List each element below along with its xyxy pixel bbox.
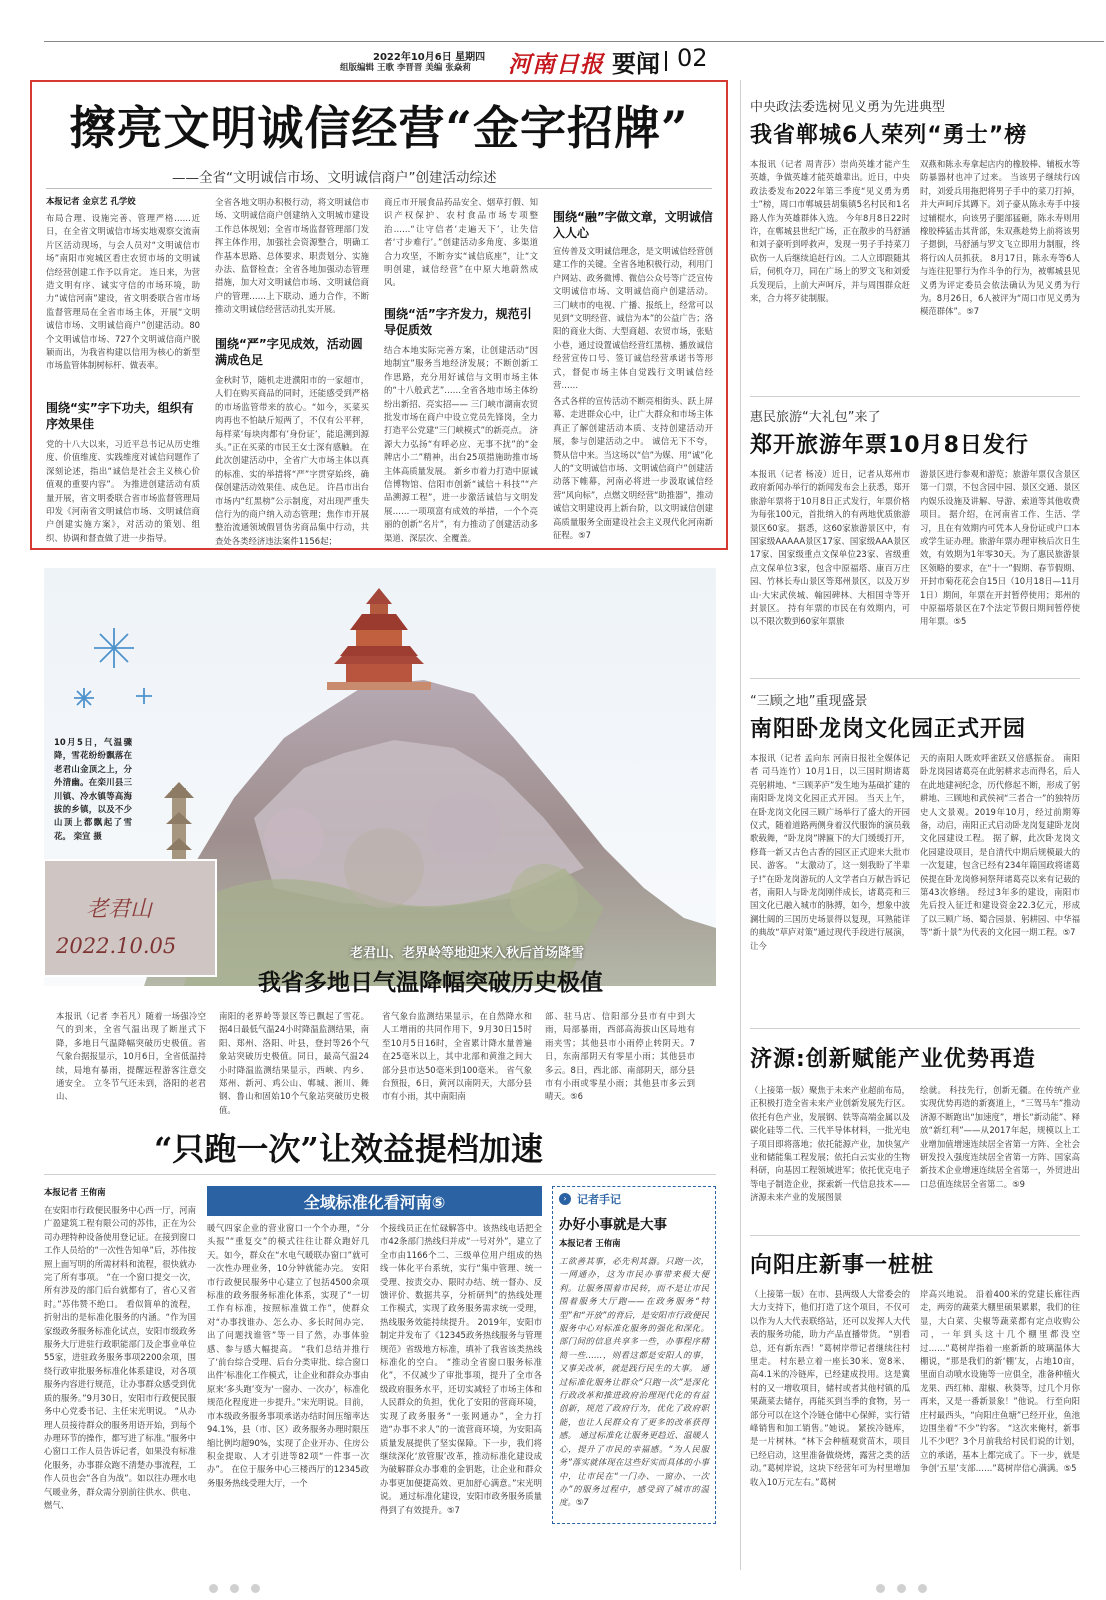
pagination-dot[interactable]	[897, 1584, 906, 1593]
pagination-dot[interactable]	[230, 1584, 239, 1593]
issue-date: 2022年10月6日 星期四	[373, 52, 486, 63]
reporter-notes-text: 工欲善其事，必先利其器。只跑一次，一网通办，这为市民办事带来极大便利。让服务围着市民转，而不是让市民围着服务大厅跑——在政务服务“特型”和“开放”的背后，是安阳市行政便民服务中心对标准化服务的强化和深化。 部门间的信息共享多一些，办事程序精简一些……，则看这都是安阳人的事，又事关改革，就是践行民生的大事。 通过标准化服务让群众“只跑一次”是深化行政改革和推进政府治理现代化的有益创新，规范了政府行为，优化了政府职能，也让人民群众有了更多的改革获得感。 通过标准化让服务更趋近、温暖人心，提升了市民的幸福感。“为人民服务”落实就体现在这些好实而具体的小事中，让市民在“一门办、一窗办、一次办”的服务过程中，感受到了城市的温度。⑤7	[559, 1256, 709, 1508]
snow-photo-feature	[44, 568, 716, 986]
lead-col3-text-a: 商丘市开展食品药品安全、烟草打假、知识产权保护、农村食品市场专项整治……“让守信者‘走遍天下’，让失信者‘寸步难行’。”创建活动多角度、多渠道合力攻坚，不断夯实“诚信底座”，让“文明创建，诚信经营”在中原大地蔚然成风。	[384, 197, 538, 288]
weather-kicker: 老君山、老界岭等地迎来入秋后首场降雪	[350, 946, 585, 961]
lead-subhead-3: 围绕“活”字齐发力，规范引导促质效	[384, 307, 532, 337]
heroes-col2-text: 双燕和陈永寿拿起店内的橡胶棒、辅板水等防暴器材也冲了过来。 当该男子继续行凶时，刘爱兵用拖把将男子手中的菜刀打掉，并大声呵斥其蹲下。刘子豪从陈永寿手中接过辅棍水，向该男子腿部猛砸，陈永寿则用橡胶棒猛击其背部，朱双燕趁势上前将该男子摁倒，马舒涵与罗文飞立即用力制服，终将行凶人员抓获。 8月17日，陈永寿等6人与连往犯罪行为作斗争的行为，被郸城县见义勇为评定委员会依法确认为见义勇为行为。8月26日，6人被评为“周口市见义勇为模范群体”。⑤7	[920, 159, 1080, 317]
tourism-col1-text: 本报讯（记者 杨凌）近日，记者从郑州市政府新闻办举行的新闻发布会上获悉，郑开旅游年票将于10月8日正式发行，年票价格为每张100元，首批纳入的有两地优质旅游景区60家。 据悉，这60家旅游景区中，有国家级AAAAA景区17家、国家级AAA景区17家、国家级重点文保单位23家、省级重点文保单位3家，包含中原福塔、康百万庄园、竹林长寿山景区等郑州景区，以及万岁山·大宋武侠城、翰园碑林、大相国寺等开封景区。 持有年票的市民在有效期内，可以不限次数到60家年票旅	[750, 469, 910, 627]
series-banner-label: 全域标准化看河南⑤	[303, 1193, 446, 1212]
tourism-title: 郑开旅游年票10月8日发行	[750, 433, 1029, 458]
lead-subhead-4: 围绕“融”字做文章，文明诚信入人心	[553, 210, 713, 240]
snow-writing-1: 老君山	[86, 897, 153, 922]
pagination-dot[interactable]	[876, 1584, 885, 1593]
reporter-notes-title: 办好小事就是大事	[559, 1217, 667, 1233]
reporter-notes-tag: 记者手记	[577, 1193, 621, 1206]
section-divider	[665, 51, 667, 71]
wolonggang-col2-text: 天的南阳人既欢呼雀跃又倍感振奋。 南阳卧龙岗园诸葛亮在此躬耕求志而得名，后人在此地建祠纪念，历代修起不断，形成了躬耕地、三顾地和武侯祠“三者合一”的独特历史人文景观。2019年10月，经过前期筹备，动启，南阳正式启动卧龙岗复建卧龙岗文化园建设工程。 据了解，此次卧龙岗文化园建设项目，是自清代中期后规模最大的一次复建，包含已经有234年篇国政将诸葛侯提在卧龙岗修祠祭拜诸葛亮以来有记载的第43次修缮。 经过3年多的建设，南阳市先后投入征迁和建设资金22.3亿元，形成了以三顾广场、蜀合园景、躬耕园、中华福等“新十景”为代表的文化园一期工程。⑤7	[920, 753, 1080, 938]
pagination-dot[interactable]	[918, 1584, 927, 1593]
paper-name-logo: 河南日报	[508, 51, 604, 78]
bottom-title: “只跑一次”让效益提档加速	[154, 1130, 543, 1168]
lead-subtitle: ——全省“文明诚信市场、文明诚信商户”创建活动综述	[172, 170, 497, 186]
lead-col2-text-b: 金秋时节，随机走进濮阳市的一家超市，人们在购买商品的同时，还能感受到严格的市场监管带来的放心。“如今，买菜买肉再也不怕缺斤短两了，不仅有公平秤，每样菜‘每块肉都有’身份证’，能追溯到源头。”正在买菜的市民王女士深有感触。 在此次创建活动中，全省广大市场主体以真的标准、实的举措将“严”字贯穿始终，确保创建活动效果佳、成色足。 许昌市出台市场内“红黑榜”公示制度，对出现严重失信行为的商户纳入动态管理；焦作市开展整治流通领域假冒伪劣商品集中行动，共查处各类经济违法案件1156起；	[215, 375, 369, 546]
jiyuan-col2-text: 绘就。 科技先行，创新无疆。在传统产业实现优势再造的新赛道上，“三驾马车”推动济源不断跑出“加速度”，增长“新动能”、释放“新红利”——从2017年起，规模以上工业增加值增速连续居全省第一方阵、全社会研发投入强度连续居全省第一方阵、国家高新技术企业增速连续居全省第一，外贸进出口总值连续居全省第二。⑤9	[920, 1085, 1080, 1189]
weather-col3-text: 省气象台监测结果显示，在自然降水和人工增雨的共同作用下，9月30日15时至10月5日16时，全省累计降水量普遍在25毫米以上，其中北部和黄淮之间大部分县市达50毫米到100毫米。 省气象台预报，6日，黄河以南阴天，大部分县市有小雨，其中南阳南	[382, 1011, 532, 1102]
bottom-col1-text: 在安阳市行政便民服务中心西一厅，河南广盈建筑工程有限公司的苏伟，正在为公司办理特种设备使用登记证。在接到窗口工作人员给的“一次性告知单”后，苏伟按照上面写明的所需材料和流程，很快就办完了所有事项。 “在一个窗口提交一次，所有涉及的部门后台就都有了，省心又省时。”苏伟赞不绝口。 看似简单的流程，折射出的是标准化服务的内涵。“作为国家级政务服务标准化试点，安阳市级政务服务大厅进驻行政职能部门及企事业单位55家，进驻政务服务事项2200余项，围绕行政审批服务标准化体系建设，对各项服务内容进行规范，让办事群众感受到优质的服务。”9月30日，安阳市行政便民服务中心党委书记、主任宋光明说。 “从办理人员接待群众的服务用语开始，到每个办理环节的操作，都写进了标准。”服务中心窗口工作人员告诉记者，如果没有标准化服务，办事群众跑不清楚办事流程，工作人员也会“各自为战”。如以往办理水电气暖业务，群众需分别前往供水、供电、燃气、	[44, 1205, 196, 1510]
heroes-title: 我省郸城6人荣列“勇士”榜	[750, 123, 1028, 148]
photo-caption: 10月5日，气温骤降，雪花纷纷飘落在老君山金顶之上，分外清幽。在栾川县三川镇、冷水镇等高海拔的乡镇，以及不少山顶上都飘起了雪花。 栾宣 摄	[54, 737, 132, 841]
lead-col4-text-b: 各式各样的宣传活动不断亮相街头、跃上屏幕、走进群众心中，让广大群众和市场主体真正了解创建活动本质、支持创建活动开展，参与创建活动之中。 诚信无下不夸，赞从信中来。当这场以“信”为媒、用“诚”化人的“文明诚信市场、文明诚信商户”创建活动落下帷幕，河南必将进一步汲取诚信经营“风向标”，点燃文明经营“助推器”，推动诚信文明建设再上新台阶，以文明诚信创建高质量服务全面建设社会主义现代化河南新征程。⑤7	[553, 396, 713, 541]
issue-editors: 组版编辑 王歌 李晋晋 美编 张焱莉	[340, 63, 471, 73]
weather-article	[44, 998, 716, 1115]
pagination-dot[interactable]	[251, 1584, 260, 1593]
lead-col2-text-a: 全省各地文明办积极行动，将文明诚信市场、文明诚信商户创建纳入文明城市建设工作总体规划；全省市场监督管理部门发挥主体作用，加强社会资源整合，明确工作基本思路、总体要求、职责划分、实施办法、监督检查；全省各地加强动态管理措施，加大对文明诚信市场、文明诚信商户的管理……上下联动、通力合作，不断推动文明诚信经营活动扎实开展。	[215, 197, 369, 315]
lead-title: 擦亮文明诚信经营“金字招牌”	[69, 101, 689, 155]
snow-writing-2: 2022.10.05	[56, 934, 177, 958]
pagination-dot[interactable]	[209, 1584, 218, 1593]
jiyuan-title: 济源:创新赋能产业优势再造	[750, 1047, 1036, 1072]
tourism-col2-text: 游景区进行参观和游览；旅游年票仅含景区第一门票，不包含园中园、景区交通、景区内娱乐设施及讲解、导游、索道等其他收费项目。 据介绍，在河南省工作、生活、学习，且在有效期内可凭本人身份证或户口本或学生证办理。旅游年票办理审核后次日生效，有效期为1年零30天。为了惠民旅游景区领略的要求，在“十一”假期、春节假期、开封市菊花花会自15日（10月18日—11月1日）期间，年票在开封暂停使用；郑州的中原福塔景区在7个法定节假日期间暂停使用年票。⑤5	[920, 469, 1080, 627]
lead-col3-text-b: 结合本地实际完善方案，让创建活动“因地制宜”服务当地经济发展；不断创新工作思路，充分用好诚信与文明市场主体的“十八般武艺”……全省各地市场主体纷纷出新招、亮实招—— 三门峡市湖南农贸批发市场在商户中设立党员先锋岗，全力打造平公党建“三门峡模式”的新亮点。 济源大力弘扬“有呼必应、无事不扰”的“金牌店小二”精神，出台25项措施助推市场主体高质量发展。 新乡市着力打造中原诚信博物馆、信阳市创新“诚信＋科技”“产品溯源工程”，进一步激活诚信与文明发展……一项项富有成效的举措，一个个亮丽的创新“名片”，有力推动了创建活动多渠道、深层次、全覆盖。	[384, 345, 538, 543]
heroes-col1-text: 本报讯（记者 周青莎）崇尚英雄才能产生英雄，争做英雄才能英雄辈出。近日，中央政法委发布2022年第三季度“见义勇为勇士”榜，周口市郸城县胡集镇5名村民和1名路人作为英雄群体入选。 今年8月8日22时许，在郸城县世纪广场，正在散步的马舒涵和刘子豪听到呼救声，发现一男子手持菜刀砍伤一人后继续追赶行凶。二人立即跟随其后，伺机夺刀，同在广场上的罗文飞和刘爱兵发现后，上前大声呵斥，并与周围群众赶来，合力将歹徒制服。	[750, 159, 910, 304]
reporter-notes-box	[552, 1186, 716, 1524]
lead-col1-text-a: 布局合理、设施完善、管理严格……近日，在全省文明诚信市场实地观察交流南片区活动现场，与会人员对“文明诚信市场”南阳市宛城区看庄农贸市场的文明诚信经营创建工作予以肯定。 连日来，为营造文明有序、诚实守信的市场环境，助力“诚信河南”建设，省文明委联合省市场监督管理局在全省市场主体，开展“文明诚信市场、文明诚信商户”创建活动。80个文明诚信市场、727个文明诚信商户脱颖而出，为我省构建以信用为核心的新型市场监管体制树标杆、做表率。	[46, 213, 200, 371]
bottom-col2-text: 暖气四家企业的营业窗口一个个办理，“分头报”“重复交”的模式往往让群众跑好几天。如今，群众在“水电气暖联办窗口”就可一次性办理业务，10分钟就能办完。 安阳市行政便民服务中心建立了包括4500余项标准的政务服务标准化体系，实现了“一切工作有标准，按照标准做工作”，使群众对“办事找谁办、怎么办、多长时间办完、出了问题找谁管”等一目了然，办事体验感、参与感大幅提高。 “我们总结并推行了‘前台综合受理、后台分类审批、综合窗口出件’标准化工作模式，让企业和群众办事由原来‘多头跑’变为‘一窗办、一次办’，标准化规范化程度进一步提升。”宋光明说。目前，市本级政务服务事项承诺办结时间压缩率达94.1%，县（市、区）政务服务办理时限压缩比例均超90%，实现了企业开办、住房公积金提取、人才引进等82项“一件事一次办”。 在位于服务中心三楼西厅的12345政务服务热线受理大厅，一个	[207, 1223, 369, 1488]
reporter-notes-icon: ›	[559, 1193, 571, 1205]
weather-col1-text: 本报讯（记者 李若凡）随着一场强冷空气的到来，全省气温出现了断崖式下降，多地日气温降幅突破历史极值。省气象台据报显示，10月6日，全省低温持续，局地有暴雨，提醒远程游客注意交通安全。 立冬节气还未到，洛阳的老君山、	[56, 1011, 206, 1102]
page-header	[0, 0, 1106, 78]
right-story-heroes	[750, 96, 1080, 416]
wolonggang-kicker: “三顾之地”重现盛景	[750, 694, 868, 709]
snow-photo	[44, 568, 716, 986]
lead-article	[30, 80, 728, 550]
heroes-kicker: 中央政法委选树见义勇为先进典型	[750, 100, 946, 115]
tourism-kicker: 惠民旅游“大礼包”来了	[750, 410, 881, 425]
bottom-col3-text: 个接线员正在忙碌解答中。该热线电话把全市42条部门热线归并成“一号对外”，建立了全市由1166个二、三级单位用户组成的热线一体化平台系统，实行“集中管理、统一受理、按责交办、限时办结、统一督办、反馈评价、数据共享，分析研判”的热线处理工作模式，实现了政务服务需求统一受理，热线服务效能持续提升。 2019年，安阳市制定并发布了《12345政务热线服务与管理规范》省级地方标准，填补了我省该类热线标准化的空白。 “推动全省窗口服务标准化”，不仅减少了审批事项，提升了全市各级政府服务水平，还切实减轻了市场主体和人民群众的负担，优化了安阳的营商环境，实现了政务服务“一张网通办”，全力打造“办事不求人”的一流营商环境，为安阳高质量发展提供了坚实保障。下一步，我们将继续深化‘放管服’改革，推动标准化建设成为破解群众办事难的金钥匙，让企业和群众办事更加便捷高效、更加舒心满意。”宋光明说。 通过标准化建设，安阳市政务服务质量得到了有效提升。⑤7	[380, 1223, 542, 1515]
lead-col4-text-a: 宣传普及文明诚信理念，是文明诚信经营创建工作的关键。全省各地积极行动，利用门户网站、政务微博、微信公众号等广泛宣传文明诚信市场、文明诚信商户创建活动。 三门峡市的电视、广播、报纸上，经常可以见到“文明经营、诚信为本”的公益广告；洛阳的商业大街、大型商超、农贸市场，张贴小巷，通过设置诚信经营红黑榜、播放诚信经营宣传口号、签订诚信经营承诺书等形式，督促市场主体自觉践行文明诚信经营……	[553, 246, 713, 391]
xiangyangzhuang-col2-text: 岸高兴地说。 沿着400米的党建长廊往西走，两旁的蔬菜大棚里硕果累累，我们的往显，大白菜、尖椒等蔬菜都有定点收购公司，一年到头这十几个棚里都没空过……“葛树岸指着一座新新的玻璃温体大棚说，“那是我们的新‘棚’友，占地10亩，里面自动喷水设施等一应俱全，准备种植火龙果、西红柿、甜椒、秋葵等，过几个月你再来，又是一番新景象！”他说。 行至向阳庄村最西头，“向阳庄鱼塘”已经开业，鱼池边围坐着“不少”钓客。 “这次来俺村，新事儿不少吧？3个月前我给村民们说的计划，立的承诺，基本上都完成了。下一步，就是争创‘五星’支部……”葛树岸信心满满。⑤5	[920, 1289, 1080, 1474]
lead-col1-text-b: 党的十八大以来，习近平总书记从历史维度、价值维度、实践维度对诚信问题作了深刻论述，指出“诚信是社会主义核心价值观的重要内容”。 为推进创建活动有质量开展，省文明委联合省市场监督管理局印发《河南省文明诚信市场、文明诚信商户创建实施方案》，对活动的策划、组织、协调和督查做了进一步指导。	[46, 439, 200, 543]
xiangyangzhuang-title: 向阳庄新事一桩桩	[750, 1253, 935, 1278]
weather-col2-text: 南阳的老界岭等景区等已飘起了雪花。据4日最低气温24小时降温监测结果，南阳、郑州、洛阳、叶县，登封等26个气象站突破历史极值。同日，最高气温24小时降温监测结果显示，西峡、内乡、郑州、新河、鸡公山、郸城、淅川、舞钢、鲁山和固始10个气象站突破历史极值。	[219, 1011, 369, 1115]
pagination-dots	[203, 1578, 266, 1597]
lead-byline: 本报记者 金京艺 孔学姣	[46, 196, 136, 206]
wolonggang-title: 南阳卧龙岗文化园正式开园	[750, 717, 1027, 742]
wolonggang-col1-text: 本报讯（记者 孟向东 河南日报社全媒体记者 司马连竹）10月1日，以三国时期诸葛亮躬耕地、“三顾茅庐”发生地为基础扩建的南阳卧龙岗文化园正式开园。 当天上午，在卧龙岗文化园三顾广场举行了盛大的开园仪式，随着道路两侧身着汉代服饰的演员载歌载舞，“卧龙岗”牌匾下的大门缓缓打开，修葺一新又古色古香的园区正式迎来大批市民、游客。 “太激动了，这一刻我盼了半辈子!”在卧龙岗游玩的人文学者白万献告诉记者，南阳人与卧龙岗刚伴成长，诸葛亮和三国文化已融入城市的脉搏，如今，想象中波澜壮阔的三国历史场景得以复现，耳熟能详的典故“草庐对策”通过现代手段进行展演，让今	[750, 753, 910, 951]
section-name: 要闻	[612, 50, 660, 78]
pagination-dots-right	[870, 1578, 933, 1597]
jiyuan-col1-text: （上接第一版）聚焦于未来产业超前布局，正积极打造全省未来产业创新发展先行区。 依托有色产业，发展钢、铁等高端金属以及碳化硅等二代、三代半导体材料，一批光电子项目即将落地；依托能源产业，加快氢产业和储能集工程发展；依托白云实业的生物科研，向基因工程领域进军；依托优克电子等电子制造企业，探索新一代信息技术——济源未来产业的发展图景	[750, 1085, 910, 1203]
reporter-notes-byline: 本报记者 王侑南	[559, 1238, 621, 1248]
weather-col4-text: 部、驻马店、信阳部分县市有中到大雨，局部暴雨，西部高海拔山区局地有雨夹雪；其他县市小雨停止转阴天。7日，东南部阴天有零星小雨；其他县市多云。8日，西北部、南部阴天，部分县市有小雨或零星小雨；其他县市多云到晴天。⑤6	[545, 1011, 695, 1102]
series-banner	[207, 1186, 542, 1216]
lead-subhead-2: 围绕“严”字见成效，活动圆满成色足	[215, 337, 363, 367]
weather-title: 我省多地日气温降幅突破历史极值	[258, 970, 603, 996]
lead-subhead-1: 围绕“实”字下功夫，组织有序效果佳	[46, 401, 194, 431]
page-number: 02	[677, 44, 708, 72]
right-story-wolonggang	[750, 690, 1080, 1020]
right-story-xiangyangzhuang	[750, 1248, 1080, 1528]
bottom-byline: 本报记者 王侑南	[44, 1187, 106, 1197]
right-story-jiyuan	[750, 1042, 1080, 1222]
right-story-tourism	[750, 406, 1080, 676]
xiangyangzhuang-col1-text: （上接第一版）在市、县两级人大常委会的大力支持下，他们打造了这个项目，不仅可以作为人大代表联络站，还可以发挥人大代表的服务功能，助力产品直播带货。 “别看总，还有新东西！”葛树岸带记者继续往村里走。 村东悬立着一座长30米、宽8米、高4.1米的冷链库，已经建成投用。这是冀村的又一增收项目，储村或者其他村镇的瓜果蔬菜去储存，再能买到当季的食物，另一部分可以在这个冷链仓储中心保鲜，实行错峰销售和加工销售。”她说。 紧挨冷链库，是一片树林。“林下会种植观赏苗木，项目已经启动，这里准备做烧烤，露营之类的活动。”葛树岸说，这块下经营年可为村里增加收入10万元左右。”葛树	[750, 1289, 910, 1487]
